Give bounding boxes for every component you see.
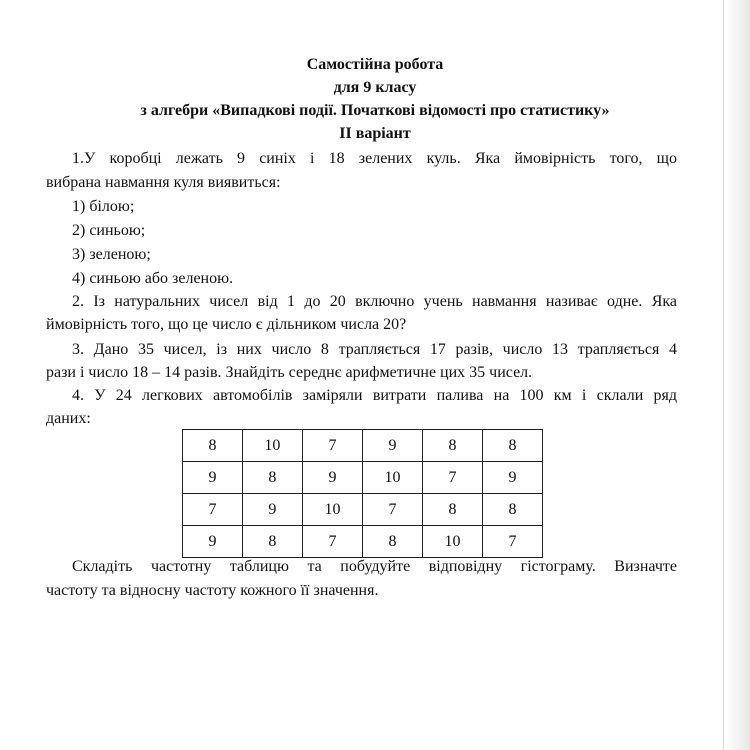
table-cell: 8 <box>242 462 302 494</box>
task3-line2: рази і число 18 – 14 разів. Знайдіть середнє арифметичне цих 35 чисел. <box>46 364 533 381</box>
task3-line1: 3. Дано 35 чисел, із них число 8 трапляється 17 разів, число 13 трапляється 4 <box>72 341 677 358</box>
table-cell: 9 <box>483 462 543 494</box>
table-row <box>183 462 543 494</box>
task1-option-4: 4) синьою або зеленою. <box>72 270 234 287</box>
title-line-1: Самостійна робота <box>306 56 444 73</box>
table-cell: 9 <box>242 494 302 526</box>
task4-after-line2: частоту та відносну частоту кожного її значення. <box>46 582 379 599</box>
task4-after-line1: Складіть частотну таблицю та побудуйте відповідну гістограму. Визначте <box>72 558 677 575</box>
table-cell: 7 <box>483 526 543 558</box>
task1-option-3: 3) зеленою; <box>72 246 151 263</box>
table-cell: 7 <box>362 494 422 526</box>
table-cell: 7 <box>183 494 243 526</box>
table-cell: 8 <box>242 526 302 558</box>
table-cell: 10 <box>302 494 362 526</box>
table-cell: 8 <box>483 430 543 462</box>
task1-option-1: 1) білою; <box>72 198 135 215</box>
table-cell: 10 <box>423 526 483 558</box>
title-line-2: для 9 класу <box>333 79 417 96</box>
table-cell: 10 <box>242 430 302 462</box>
task4-line1: 4. У 24 легкових автомобілів заміряли витрати палива на 100 км і склали ряд <box>72 387 677 404</box>
table-cell: 8 <box>483 494 543 526</box>
task1-option-2: 2) синьою; <box>72 222 146 239</box>
table-cell: 9 <box>362 430 422 462</box>
fuel-data-table <box>182 429 543 558</box>
table-cell: 9 <box>183 462 243 494</box>
table-cell: 8 <box>423 494 483 526</box>
table-cell: 8 <box>362 526 422 558</box>
task4-line2: даних: <box>46 410 91 427</box>
table-cell: 7 <box>302 526 362 558</box>
table-cell: 8 <box>183 430 243 462</box>
table-row <box>183 430 543 462</box>
title-line-3: з алгебри «Випадкові події. Початкові відомості про статистику» <box>140 102 610 119</box>
task2-line1: 2. Із натуральних чисел від 1 до 20 включно учень навмання називає одне. Яка <box>72 293 677 310</box>
table-cell: 9 <box>183 526 243 558</box>
variant-label: II варіант <box>339 125 411 142</box>
task2-line2: ймовірність того, що це число є дільником числа 20? <box>46 316 407 333</box>
table-row <box>183 494 543 526</box>
table-cell: 9 <box>302 462 362 494</box>
table-row <box>183 526 543 558</box>
task1-line2: вибрана навмання куля виявиться: <box>46 174 281 191</box>
table-cell: 8 <box>423 430 483 462</box>
table-cell: 7 <box>302 430 362 462</box>
table-cell: 7 <box>423 462 483 494</box>
task1-line1: 1.У коробці лежать 9 синіх і 18 зелених куль. Яка ймовірність того, що <box>72 150 677 167</box>
table-cell: 10 <box>362 462 422 494</box>
